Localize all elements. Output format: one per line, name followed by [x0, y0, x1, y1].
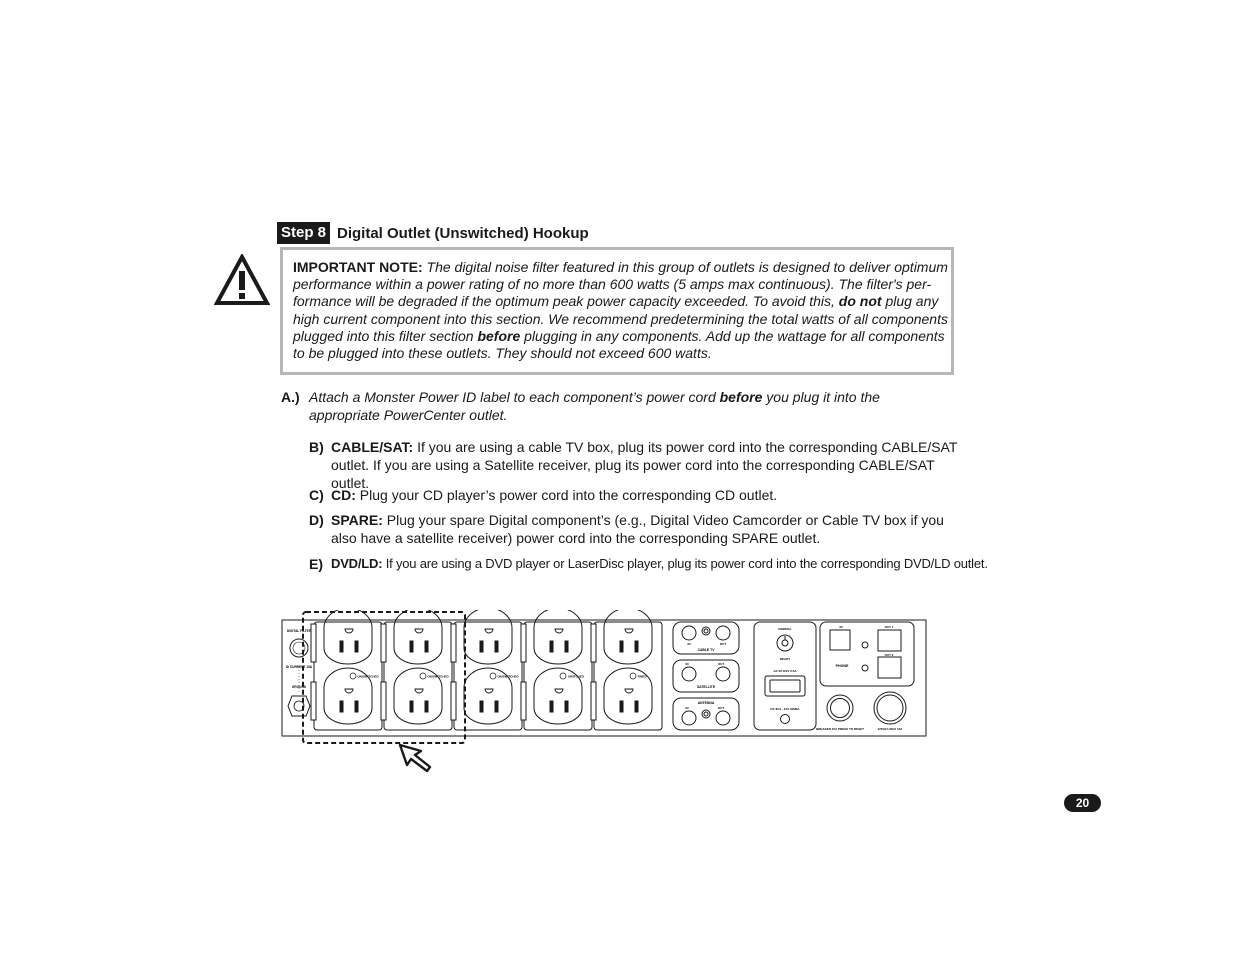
label-id-current: ID CURRENT 15A [285, 665, 313, 669]
outlet-5-label: TIMED [637, 674, 647, 679]
ac-rating-label: AC IN 110V 0.5A [773, 669, 797, 673]
step-b-body: If you are using a cable TV box, plug its power cord into the corresponding CABLE/SAT outlet. If you are using a Satellite receiver, plug its power cord into the corresponding CABLE/SAT outlet. [331, 439, 958, 491]
step-d-letter: D) [309, 512, 324, 528]
sat-out-label: OUT [717, 662, 725, 666]
outlet-2-label: ON/SWITCHED [427, 674, 449, 679]
step-e-text [331, 555, 988, 573]
rear-panel-diagram [280, 610, 930, 780]
cable-in-label: IN [687, 642, 691, 646]
phone-out1-label: OUT 1 [884, 625, 894, 629]
antenna-label: ANTENNA [697, 701, 715, 705]
phone-label: PHONE [835, 664, 849, 668]
step-b-letter: B) [309, 439, 324, 455]
satellite-label: SATELLITE [696, 685, 716, 689]
step-a [281, 388, 981, 428]
breaker-label: BREAKER 15A PRESS TO RESET [816, 727, 864, 731]
important-note-box [280, 247, 954, 375]
step-b-keyword: CABLE/SAT: [331, 439, 414, 455]
pointer-arrow-icon [400, 745, 430, 771]
step-a-text-1: Attach a Monster Power ID label to each component’s power cord [309, 389, 720, 405]
cable-tv-label: CABLE TV [697, 648, 715, 652]
step-d-text [331, 511, 971, 547]
outlet-3-label: ON/SWITCHED [497, 674, 519, 679]
step-badge: Step 8 [277, 222, 330, 244]
note-emphasis-2: before [477, 327, 521, 344]
phone-in-label: IN [839, 625, 843, 629]
step-b-text [331, 438, 971, 492]
step-d-keyword: SPARE: [331, 512, 383, 528]
step-a-emphasis: before [719, 389, 763, 405]
step-c-keyword: CD: [331, 487, 356, 503]
note-text-3: plugging in any components. Add up the wattage for all components to be plugged into these outlets. They should not exceed 600 watts. [293, 327, 945, 362]
step-e-body: If you are using a DVD player or LaserDisc player, plug its power cord into the corresponding DVD/LD outlet. [382, 556, 988, 571]
outlet-4-label: SWITCHED [568, 674, 584, 679]
label-digital-filter: DIGITAL FILTER [286, 629, 312, 633]
step-e [309, 555, 988, 575]
ant-in-label: IN [685, 706, 689, 710]
dc-rating-label: DC IN 9 - 12V 300MA [770, 707, 800, 711]
label-ground: GROUND [291, 685, 307, 689]
important-note-text [293, 259, 949, 362]
step-a-text-2: you plug it into the appropriate PowerCenter outlet. [309, 389, 880, 423]
note-emphasis-1: do not [838, 293, 882, 310]
outlet-1-label: ON/SWITCHED [357, 674, 379, 679]
normal-label: NORMAL [778, 627, 792, 631]
phone-out2-label: OUT 2 [884, 653, 894, 657]
sat-in-label: IN [685, 662, 689, 666]
ant-out-label: OUT [717, 706, 725, 710]
step-e-letter: E) [309, 556, 323, 572]
step-e-keyword: DVD/LD: [331, 556, 383, 571]
note-label: IMPORTANT NOTE: [293, 259, 423, 275]
step-a-letter: A.) [281, 389, 300, 405]
step-heading [277, 222, 589, 244]
step-a-text [309, 388, 909, 424]
step-c [309, 486, 969, 506]
ac-input-label: 125VAC MAX 15A [877, 727, 903, 731]
step-title: Digital Outlet (Unswitched) Hookup [337, 224, 589, 242]
cable-out-label: OUT [719, 642, 727, 646]
step-b [309, 438, 969, 491]
note-text-2: plug any high current component into this section. We recommend predetermining the total watts of all components plugged into this filter section [293, 293, 948, 344]
step-d [309, 511, 969, 551]
note-text-1: The digital noise filter featured in this group of outlets is designed to deliver optimum performance within a power rating of no more than 600 watts (5 amps max continuous). The filter's per-formance will be degraded if the optimum peak power capacity exceeded. To avoid this, [293, 259, 948, 310]
step-d-body: Plug your spare Digital component’s (e.g., Digital Video Camcorder or Cable TV box if you also have a satellite receiver) power cord into the corresponding SPARE outlet. [331, 512, 944, 546]
ready-label: READY [779, 657, 791, 661]
step-c-letter: C) [309, 487, 324, 503]
step-c-body: Plug your CD player’s power cord into the corresponding CD outlet. [355, 487, 778, 503]
step-c-text [331, 486, 971, 504]
page-number: 20 [1064, 794, 1101, 812]
warning-icon [214, 254, 270, 306]
